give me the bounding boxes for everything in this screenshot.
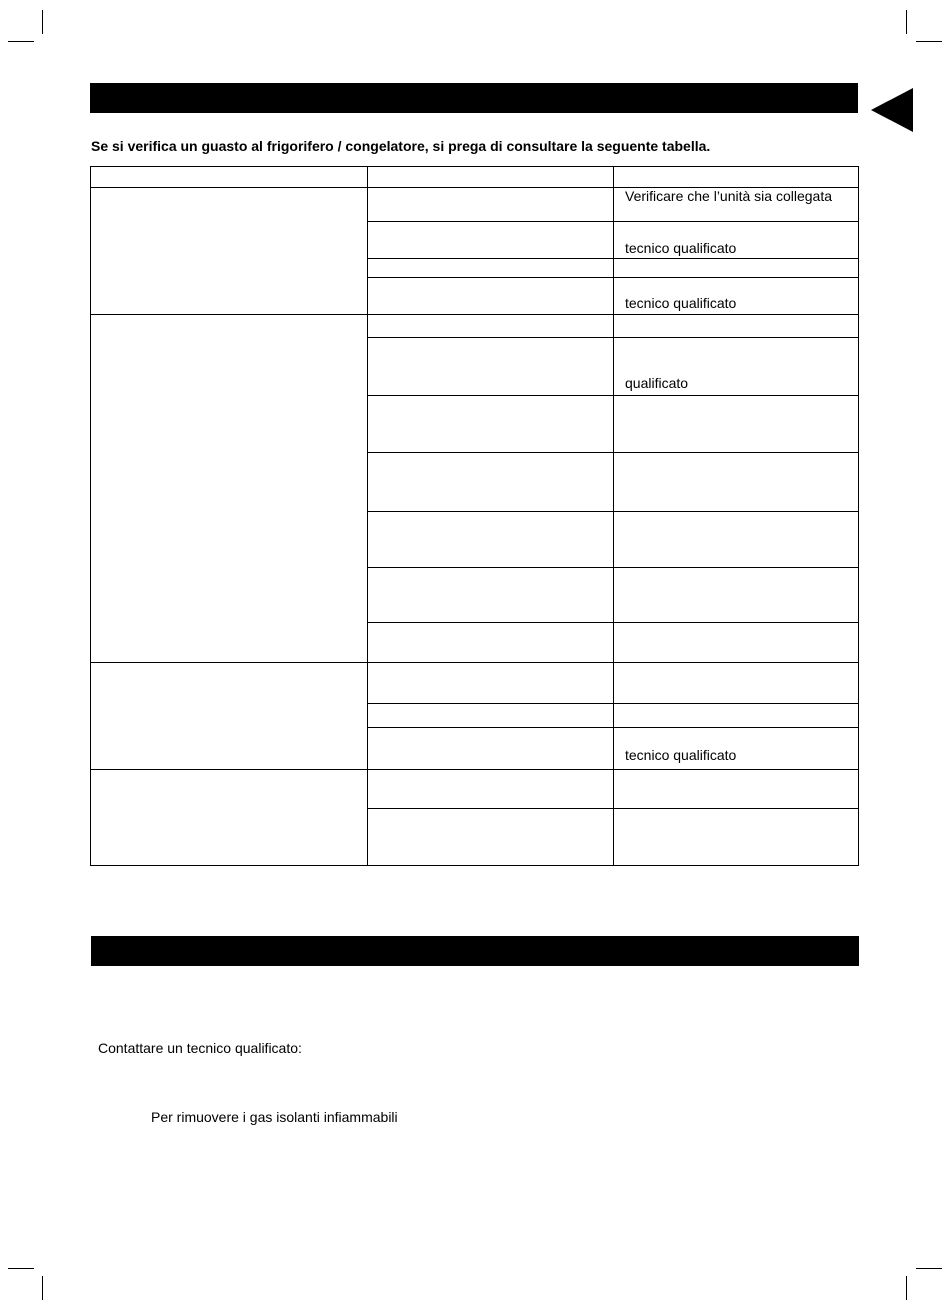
sub-row-divider <box>367 567 859 568</box>
sub-row-divider <box>367 221 859 222</box>
table-cell: tecnico qualificato <box>625 295 737 311</box>
sub-row-divider <box>367 395 859 396</box>
sub-row-divider <box>367 808 859 809</box>
remove-gas-text: Per rimuovere i gas isolanti infiammabili <box>151 1109 398 1125</box>
crop-mark <box>42 10 43 34</box>
crop-mark <box>42 1276 43 1300</box>
crop-mark <box>916 1268 942 1269</box>
crop-mark <box>906 10 907 34</box>
intro-text: Se si verifica un guasto al frigorifero / congelatore, si prega di consultare la seguente tabella. <box>91 138 711 154</box>
table-border-left <box>90 166 91 866</box>
table-cell: qualificato <box>625 375 689 391</box>
section-header-bar <box>91 936 859 966</box>
crop-mark <box>916 41 942 42</box>
row-divider <box>90 314 859 315</box>
sub-row-divider <box>367 727 859 728</box>
column-divider <box>613 166 614 866</box>
contact-technician-text: Contattare un tecnico qualificato: <box>98 1040 302 1056</box>
table-cell: tecnico qualificato <box>625 747 737 763</box>
table-cell: tecnico qualificato <box>625 240 737 256</box>
table-border-right <box>858 166 859 866</box>
sub-row-divider <box>367 511 859 512</box>
sub-row-divider <box>367 452 859 453</box>
row-divider <box>90 769 859 770</box>
section-header-bar <box>90 83 858 113</box>
table-border-top <box>90 166 859 167</box>
crop-mark <box>8 41 34 42</box>
sub-row-divider <box>367 622 859 623</box>
column-divider <box>367 166 368 866</box>
crop-mark <box>8 1268 34 1269</box>
arrow-left-icon <box>871 88 913 132</box>
sub-row-divider <box>367 277 859 278</box>
sub-row-divider <box>367 703 859 704</box>
troubleshooting-table <box>90 166 859 866</box>
crop-mark <box>906 1276 907 1300</box>
sub-row-divider <box>367 258 859 259</box>
table-border-bottom <box>90 865 859 866</box>
row-divider <box>90 662 859 663</box>
table-cell: Verificare che l’unità sia collegata <box>625 188 833 204</box>
sub-row-divider <box>367 337 859 338</box>
